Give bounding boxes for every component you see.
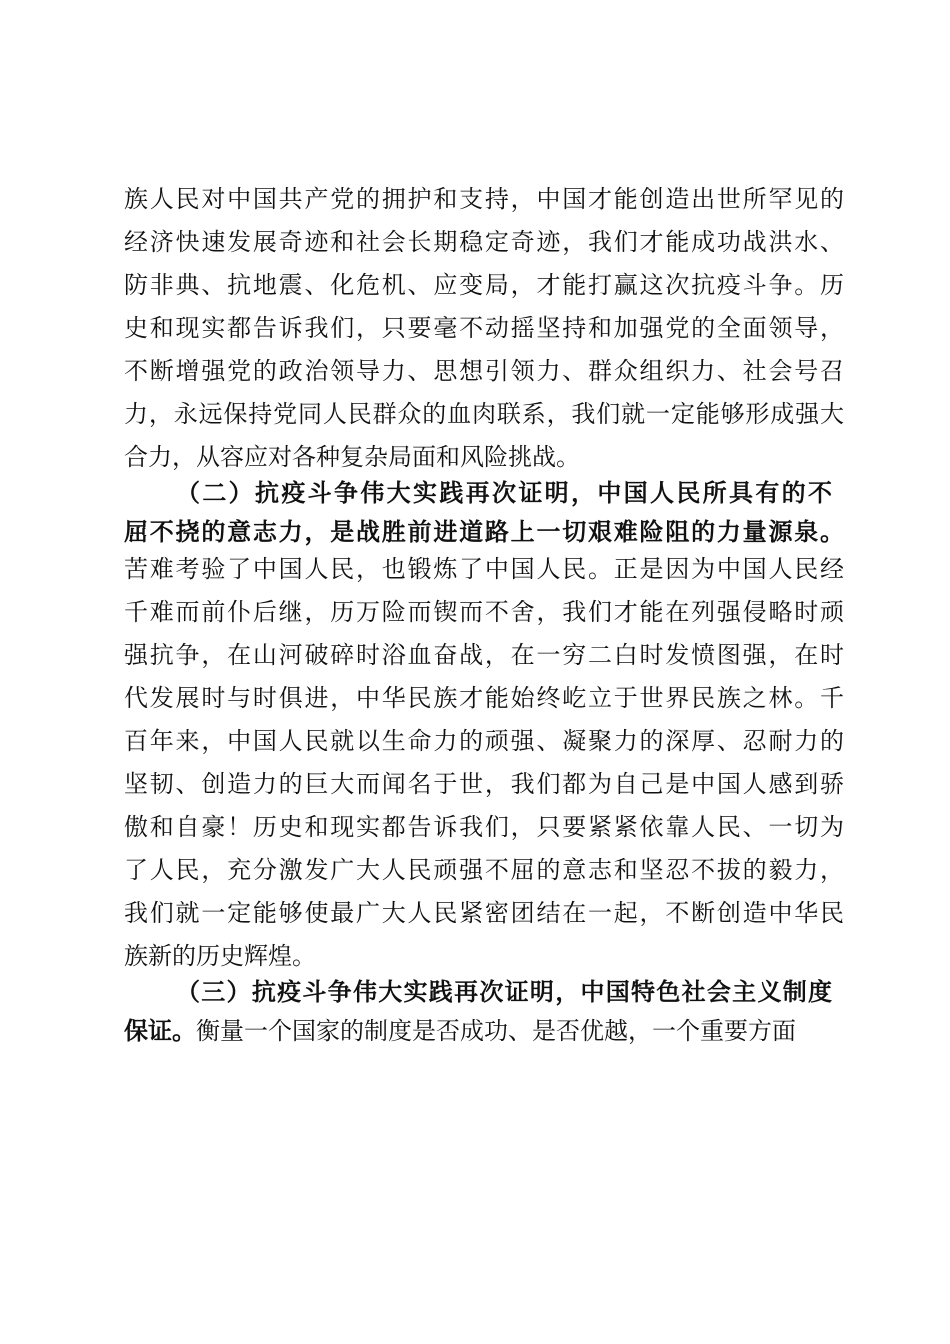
paragraph-2-line-4: 代发展时与时俱进，中华民族才能始终屹立于世界民族之林。千 bbox=[124, 684, 844, 712]
paragraph-2-line-7: 傲和自豪！历史和现实都告诉我们，只要紧紧依靠人民、一切为 bbox=[124, 813, 844, 841]
paragraph-1-line-3: 防非典、抗地震、化危机、应变局，才能打赢这次抗疫斗争。历 bbox=[124, 271, 844, 299]
paragraph-1-line-1: 族人民对中国共产党的拥护和支持，中国才能创造出世所罕见的 bbox=[124, 185, 844, 213]
paragraph-1-line-4: 史和现实都告诉我们，只要毫不动摇坚持和加强党的全面领导， bbox=[124, 314, 844, 342]
paragraph-3-line-2 bbox=[124, 1014, 844, 1048]
paragraph-2-line-2: 千难而前仆后继，历万险而锲而不舍，我们才能在列强侵略时顽 bbox=[124, 598, 844, 626]
paragraph-1-line-2: 经济快速发展奇迹和社会长期稳定奇迹，我们才能成功战洪水、 bbox=[124, 228, 844, 256]
paragraph-2-line-1: 苦难考验了中国人民，也锻炼了中国人民。正是因为中国人民经 bbox=[124, 555, 844, 583]
paragraph-1-line-7: 合力，从容应对各种复杂局面和风险挑战。 bbox=[124, 443, 580, 471]
section-2-heading-line-2: 屈不挠的意志力，是战胜前进道路上一切艰难险阻的力量源泉。 bbox=[124, 517, 844, 546]
paragraph-2-line-5: 百年来，中国人民就以生命力的顽强、凝聚力的深厚、忍耐力的 bbox=[124, 727, 844, 755]
paragraph-2-line-8: 了人民，充分激发广大人民顽强不屈的意志和坚忍不拔的毅力， bbox=[124, 856, 844, 884]
paragraph-3-body-start: 衡量一个国家的制度是否成功、是否优越，一个重要方面 bbox=[196, 1017, 796, 1045]
section-2-heading-line-1: （二）抗疫斗争伟大实践再次证明，中国人民所具有的不 bbox=[176, 478, 832, 507]
paragraph-1-line-6: 力，永远保持党同人民群众的血肉联系，我们就一定能够形成强大 bbox=[124, 400, 844, 428]
paragraph-2-line-6: 坚韧、创造力的巨大而闻名于世，我们都为自己是中国人感到骄 bbox=[124, 770, 844, 798]
paragraph-1-line-5: 不断增强党的政治领导力、思想引领力、群众组织力、社会号召 bbox=[124, 357, 844, 385]
paragraph-2-line-9: 我们就一定能够使最广大人民紧密团结在一起，不断创造中华民 bbox=[124, 899, 844, 927]
paragraph-2-line-3: 强抗争，在山河破碎时浴血奋战，在一穷二白时发愤图强，在时 bbox=[124, 641, 844, 669]
paragraph-2-line-10: 族新的历史辉煌。 bbox=[124, 942, 316, 970]
section-3-heading-tail: 保证。 bbox=[124, 1016, 196, 1045]
section-3-heading-line-1: （三）抗疫斗争伟大实践再次证明，中国特色社会主义制度 bbox=[176, 977, 832, 1006]
